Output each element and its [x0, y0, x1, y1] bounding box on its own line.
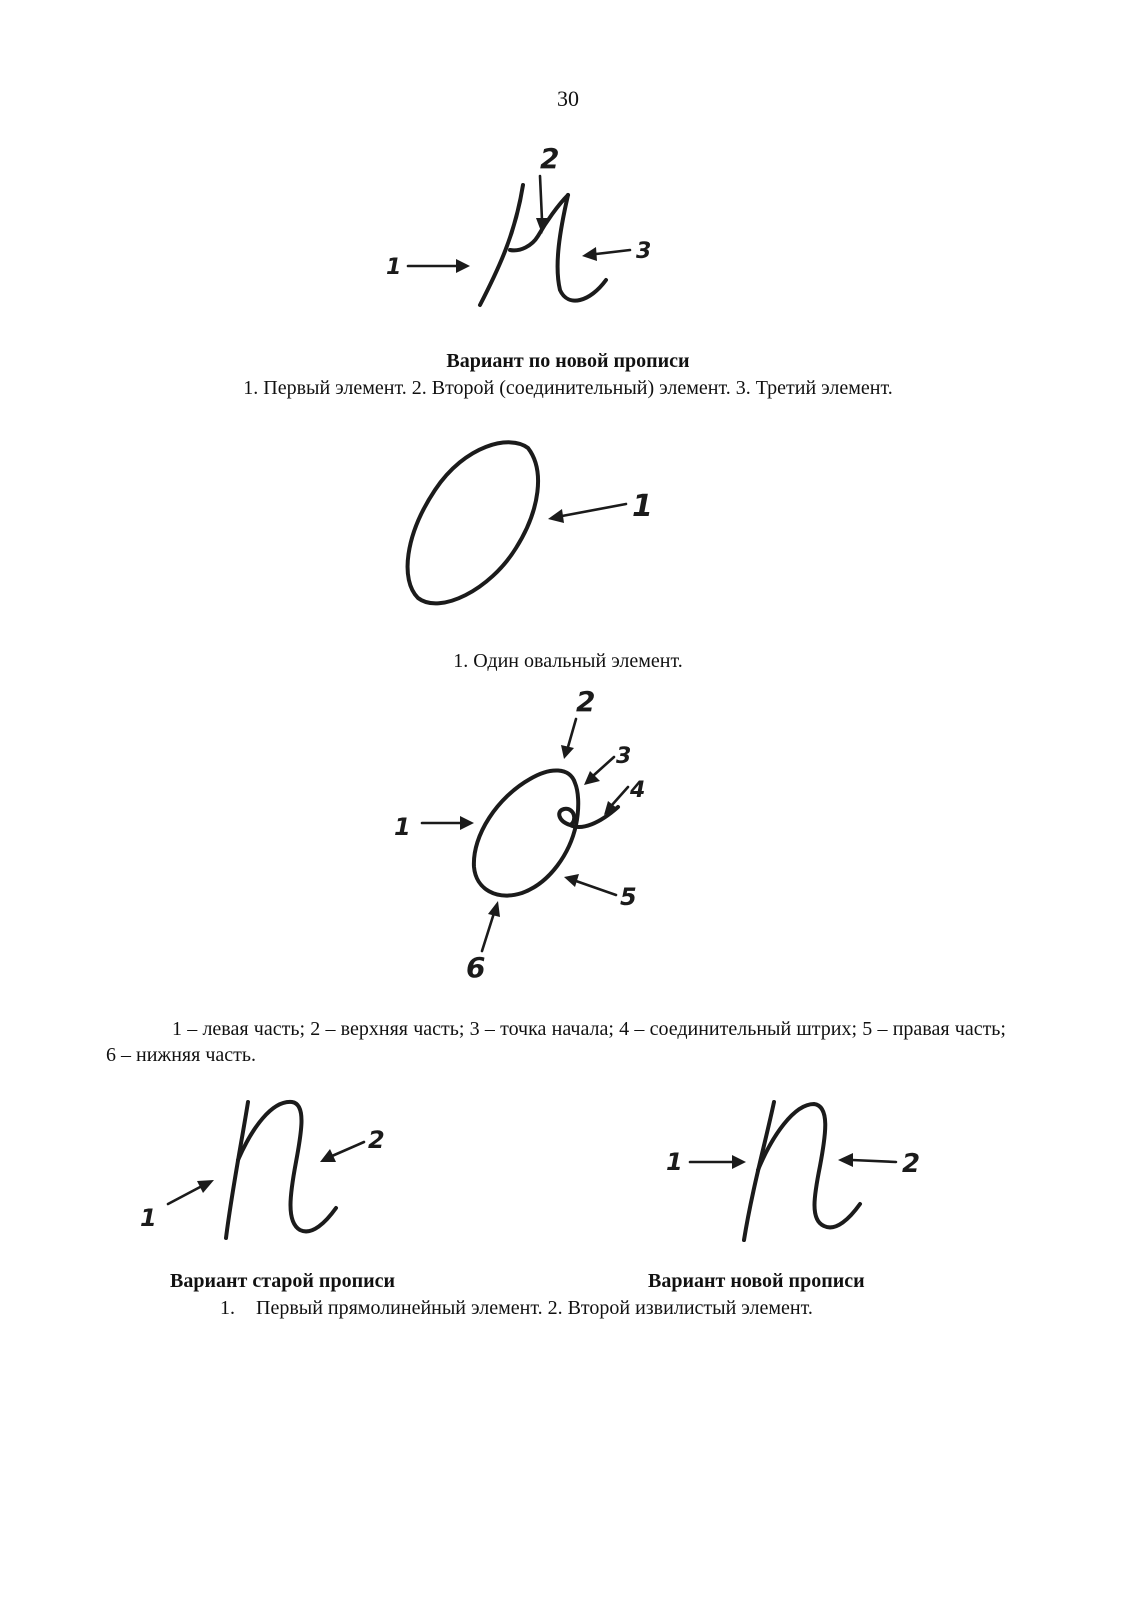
o-lower-label-3: 3 [616, 744, 632, 769]
o-lower-label-4: 4 [630, 778, 646, 803]
figure-p-new-title: Вариант новой прописи [648, 1270, 865, 1292]
o-lower-label-2: 2 [576, 685, 596, 718]
m-third-element [558, 195, 606, 301]
o-lower-label-5: 5 [620, 883, 637, 911]
p-old-arrow-2 [332, 1142, 364, 1156]
p-new-arrowhead-1 [732, 1155, 746, 1169]
o-capital-oval [408, 442, 538, 603]
p-new-arrowhead-2 [838, 1153, 853, 1167]
p-old-label-1: 1 [140, 1204, 157, 1232]
figure-m-caption: 1. Первый элемент. 2. Второй (соединительный) элемент. 3. Третий элемент. [243, 377, 893, 399]
o-lower-arrow-6 [482, 913, 494, 951]
letter-o-lower-figure [370, 675, 690, 985]
o-capital-arrow-1 [562, 504, 626, 516]
letter-m-figure [380, 140, 670, 320]
letter-p-old-figure [130, 1090, 410, 1250]
o-lower-arrowhead-6 [488, 901, 500, 917]
o-lower-label-6: 6 [466, 951, 486, 984]
o-lower-label-1: 1 [394, 813, 411, 841]
o-capital-arrowhead-1 [548, 509, 564, 523]
m-label-2: 2 [540, 142, 560, 175]
o-lower-arrow-3 [594, 757, 614, 775]
o-lower-arrow-2 [568, 719, 576, 747]
m-first-element [480, 185, 523, 305]
figure-p-caption-text: Первый прямолинейный элемент. 2. Второй извилистый элемент. [256, 1297, 813, 1319]
figure-o-lower-caption: 1 – левая часть; 2 – верхняя часть; 3 – точка начала; 4 – соединительный штрих; 5 – правая часть; 6 – нижняя часть. [106, 1018, 1006, 1066]
m-label-3: 3 [636, 239, 652, 264]
p-new-second-element [758, 1104, 860, 1227]
p-old-first-element [226, 1102, 248, 1238]
o-lower-arrow-5 [576, 881, 616, 895]
o-lower-arrowhead-5 [564, 874, 579, 887]
figure-m-title: Вариант по новой прописи [446, 350, 690, 372]
figure-p-old-title: Вариант старой прописи [170, 1270, 396, 1292]
letter-o-capital-figure [390, 430, 690, 620]
p-new-label-2: 2 [902, 1149, 921, 1179]
figure-p-caption [220, 1297, 813, 1320]
p-old-label-2: 2 [368, 1126, 385, 1154]
m-arrowhead-1 [456, 259, 470, 273]
o-lower-oval [474, 770, 578, 895]
m-label-1: 1 [386, 255, 402, 280]
p-old-second-element [238, 1102, 336, 1232]
o-lower-arrowhead-2 [561, 745, 574, 759]
figure-p-caption-number: 1. [220, 1297, 235, 1319]
m-arrow-3 [596, 250, 630, 254]
p-new-label-1: 1 [666, 1148, 683, 1176]
m-arrowhead-3 [582, 247, 597, 261]
m-arrow-2 [540, 176, 542, 220]
figure-o-capital-caption: 1. Один овальный элемент. [453, 650, 683, 672]
o-lower-arrowhead-1 [460, 816, 474, 830]
letter-p-new-figure [640, 1090, 940, 1250]
o-lower-arrow-4 [612, 787, 628, 805]
p-new-arrow-2 [852, 1160, 896, 1162]
p-old-arrow-1 [168, 1186, 202, 1204]
page-number: 30 [557, 86, 579, 111]
o-capital-label-1: 1 [632, 489, 653, 524]
